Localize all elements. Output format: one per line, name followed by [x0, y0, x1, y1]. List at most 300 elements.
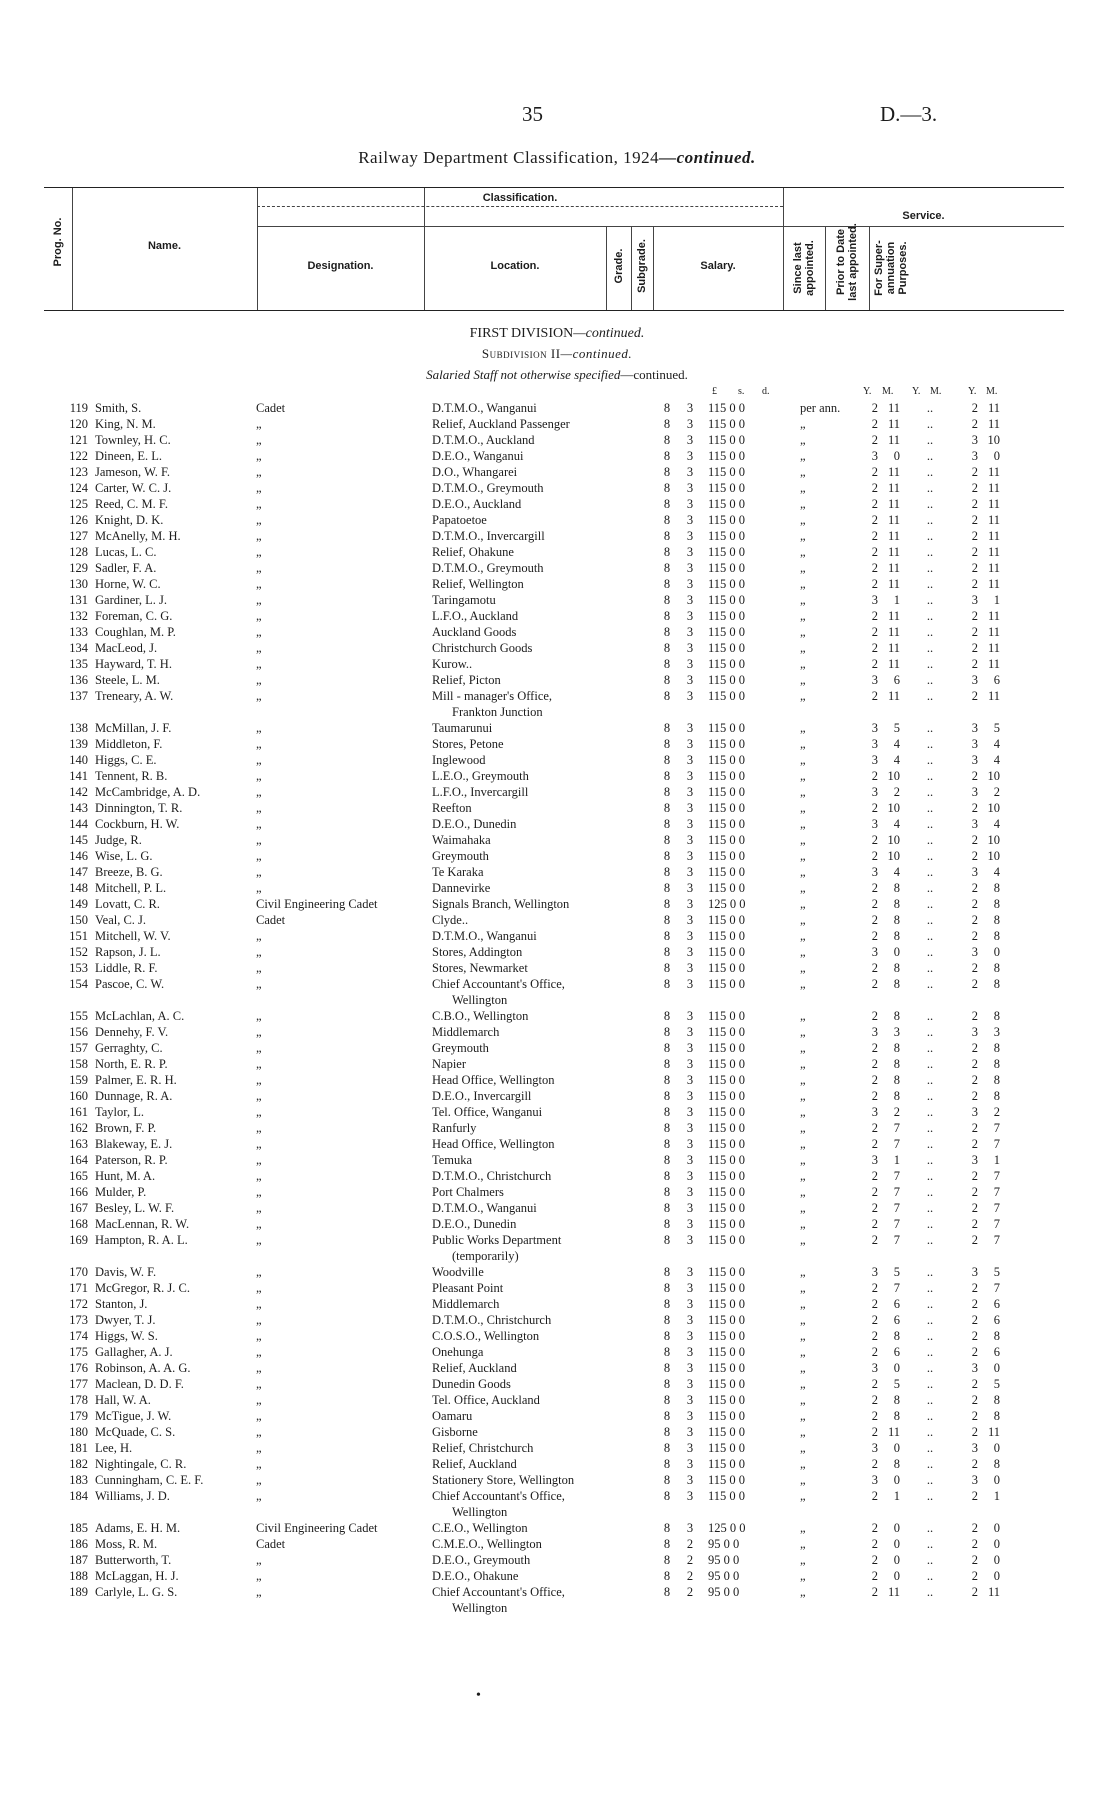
super-months: 11: [987, 545, 1000, 559]
subgrade: 3: [686, 1121, 694, 1135]
staff-name: Cunningham, C. E. F.: [95, 1473, 204, 1487]
prog-no: 140: [69, 753, 88, 767]
staff-name: Hayward, T. H.: [95, 657, 172, 671]
location-continued: Frankton Junction: [452, 705, 543, 719]
prog-no: 147: [69, 865, 88, 879]
prog-no: 181: [69, 1441, 88, 1455]
table-row: [0, 976, 1114, 1008]
location: Napier: [432, 1057, 467, 1071]
prior-service: ..: [926, 1585, 934, 1599]
since-years: 2: [871, 1521, 878, 1535]
super-years: 3: [971, 753, 978, 767]
table-row: [0, 1536, 1114, 1552]
salary: 115 0 0: [708, 913, 746, 927]
prog-no: 154: [69, 977, 88, 991]
super-years: 2: [971, 1457, 978, 1471]
since-years: 2: [871, 465, 878, 479]
table-row: [0, 1408, 1114, 1424]
grade: 8: [663, 577, 671, 591]
since-years: 2: [871, 1537, 878, 1551]
location-continued: (temporarily): [452, 1249, 519, 1263]
salary-period: per ann.: [800, 401, 841, 415]
since-months: 5: [893, 721, 900, 735]
prior-service: ..: [926, 865, 934, 879]
since-years: 2: [871, 929, 878, 943]
salary-period: „: [800, 913, 806, 927]
location: D.E.O., Dunedin: [432, 817, 517, 831]
prog-no: 120: [69, 417, 88, 431]
prog-no: 182: [69, 1457, 88, 1471]
super-years: 2: [971, 913, 978, 927]
salary: 115 0 0: [708, 1153, 746, 1167]
super-months: 7: [993, 1201, 1000, 1215]
grade: 8: [663, 1217, 671, 1231]
grade: 8: [663, 1073, 671, 1087]
super-months: 5: [993, 721, 1000, 735]
since-years: 3: [871, 865, 878, 879]
grade: 8: [663, 1041, 671, 1055]
since-months: 10: [887, 801, 900, 815]
location: D.T.M.O., Auckland: [432, 433, 535, 447]
salary: 115 0 0: [708, 417, 746, 431]
staff-name: Moss, R. M.: [95, 1537, 158, 1551]
subgrade: 3: [686, 1137, 694, 1151]
since-months: 11: [887, 401, 900, 415]
salary-period: „: [800, 1057, 806, 1071]
staff-name: Higgs, W. S.: [95, 1329, 158, 1343]
prior-service: ..: [926, 545, 934, 559]
subgrade: 3: [686, 929, 694, 943]
grade: 8: [663, 465, 671, 479]
since-years: 2: [871, 913, 878, 927]
prior-service: ..: [926, 1121, 934, 1135]
since-years: 2: [871, 769, 878, 783]
salary-period: „: [800, 1265, 806, 1279]
salary: 115 0 0: [708, 817, 746, 831]
designation: „: [256, 545, 262, 559]
since-months: 11: [887, 577, 900, 591]
table-row: [0, 1376, 1114, 1392]
super-years: 2: [971, 1089, 978, 1103]
staff-name: Besley, L. W. F.: [95, 1201, 175, 1215]
prior-service: ..: [926, 561, 934, 575]
header-prior-to: Prior to Date last appointed.: [835, 223, 859, 301]
super-months: 11: [987, 577, 1000, 591]
unit-months-2: M.: [930, 386, 942, 397]
prior-service: ..: [926, 1553, 934, 1567]
salary-period: „: [800, 865, 806, 879]
salary-period: „: [800, 1457, 806, 1471]
salary-period: „: [800, 929, 806, 943]
super-months: 6: [993, 673, 1000, 687]
designation: „: [256, 817, 262, 831]
salary-period: „: [800, 753, 806, 767]
since-years: 3: [871, 945, 878, 959]
location: L.E.O., Greymouth: [432, 769, 529, 783]
subgrade: 3: [686, 1041, 694, 1055]
super-years: 2: [971, 849, 978, 863]
super-years: 2: [971, 545, 978, 559]
location: Chief Accountant's Office,: [432, 977, 565, 991]
subgrade: 2: [686, 1569, 694, 1583]
staff-name: Judge, R.: [95, 833, 142, 847]
since-months: 8: [893, 1041, 900, 1055]
subgrade: 3: [686, 833, 694, 847]
location: Stores, Petone: [432, 737, 504, 751]
since-years: 3: [871, 1265, 878, 1279]
since-months: 0: [893, 1473, 900, 1487]
since-years: 2: [871, 513, 878, 527]
since-years: 2: [871, 1057, 878, 1071]
grade: 8: [663, 1009, 671, 1023]
salary: 115 0 0: [708, 1025, 746, 1039]
super-months: 6: [993, 1313, 1000, 1327]
prior-service: ..: [926, 785, 934, 799]
prior-service: ..: [926, 465, 934, 479]
staff-name: Hall, W. A.: [95, 1393, 151, 1407]
salary: 115 0 0: [708, 1265, 746, 1279]
prior-service: ..: [926, 1521, 934, 1535]
since-years: 2: [871, 1457, 878, 1471]
since-months: 8: [893, 1089, 900, 1103]
grade: 8: [663, 1233, 671, 1247]
prog-no: 168: [69, 1217, 88, 1231]
salary-period: „: [800, 945, 806, 959]
subgrade: 3: [686, 1233, 694, 1247]
super-years: 2: [971, 929, 978, 943]
super-months: 8: [993, 929, 1000, 943]
prior-service: ..: [926, 401, 934, 415]
prog-no: 143: [69, 801, 88, 815]
designation: „: [256, 433, 262, 447]
location: Temuka: [432, 1153, 473, 1167]
prior-service: ..: [926, 1153, 934, 1167]
salary-period: „: [800, 817, 806, 831]
location: Onehunga: [432, 1345, 484, 1359]
table-row: [0, 1072, 1114, 1088]
staff-name: Adams, E. H. M.: [95, 1521, 181, 1535]
since-years: 2: [871, 977, 878, 991]
table-row: [0, 1456, 1114, 1472]
salary-period: „: [800, 1217, 806, 1231]
grade: 8: [663, 833, 671, 847]
header-name: Name.: [147, 240, 182, 252]
grade: 8: [663, 417, 671, 431]
prog-no: 138: [69, 721, 88, 735]
designation: „: [256, 657, 262, 671]
prog-no: 125: [69, 497, 88, 511]
prog-no: 180: [69, 1425, 88, 1439]
salary: 115 0 0: [708, 881, 746, 895]
super-months: 3: [993, 1025, 1000, 1039]
since-years: 2: [871, 641, 878, 655]
since-years: 2: [871, 497, 878, 511]
super-months: 8: [993, 897, 1000, 911]
subgrade: 3: [686, 1153, 694, 1167]
super-years: 2: [971, 801, 978, 815]
staff-name: Brown, F. P.: [95, 1121, 157, 1135]
prior-service: ..: [926, 721, 934, 735]
salary: 95 0 0: [708, 1553, 740, 1567]
since-months: 10: [887, 769, 900, 783]
table-row: [0, 816, 1114, 832]
since-years: 2: [871, 1409, 878, 1423]
location: D.E.O., Auckland: [432, 497, 522, 511]
salary: 115 0 0: [708, 1201, 746, 1215]
designation: „: [256, 1473, 262, 1487]
table-row: [0, 944, 1114, 960]
prior-service: ..: [926, 1457, 934, 1471]
location: Auckland Goods: [432, 625, 517, 639]
designation: „: [256, 1201, 262, 1215]
location: D.T.M.O., Wanganui: [432, 401, 537, 415]
location: Relief, Auckland: [432, 1457, 517, 1471]
since-years: 2: [871, 1009, 878, 1023]
super-months: 7: [993, 1169, 1000, 1183]
salary-period: „: [800, 1537, 806, 1551]
prog-no: 155: [69, 1009, 88, 1023]
super-years: 2: [971, 1409, 978, 1423]
designation: Civil Engineering Cadet: [256, 1521, 378, 1535]
since-years: 3: [871, 1105, 878, 1119]
super-years: 2: [971, 1425, 978, 1439]
table-row: [0, 784, 1114, 800]
prog-no: 136: [69, 673, 88, 687]
table-row: [0, 800, 1114, 816]
location: Greymouth: [432, 1041, 489, 1055]
super-months: 11: [987, 641, 1000, 655]
table-row: [0, 1424, 1114, 1440]
grade: 8: [663, 673, 671, 687]
super-months: 6: [993, 1297, 1000, 1311]
prior-service: ..: [926, 1537, 934, 1551]
since-months: 8: [893, 1329, 900, 1343]
location: D.T.M.O., Greymouth: [432, 561, 544, 575]
super-years: 2: [971, 897, 978, 911]
super-years: 2: [971, 881, 978, 895]
prior-service: ..: [926, 1281, 934, 1295]
prior-service: ..: [926, 801, 934, 815]
prog-no: 171: [69, 1281, 88, 1295]
salary-period: „: [800, 433, 806, 447]
super-months: 1: [993, 1153, 1000, 1167]
subgrade: 3: [686, 1265, 694, 1279]
subgrade: 3: [686, 881, 694, 895]
prog-no: 177: [69, 1377, 88, 1391]
super-months: 8: [993, 1329, 1000, 1343]
location: Papatoetoe: [432, 513, 487, 527]
prior-service: ..: [926, 497, 934, 511]
since-years: 2: [871, 1425, 878, 1439]
prior-service: ..: [926, 1409, 934, 1423]
location-continued: Wellington: [452, 1505, 508, 1519]
since-years: 2: [871, 1121, 878, 1135]
table-row: [0, 464, 1114, 480]
salary-period: „: [800, 1569, 806, 1583]
designation: „: [256, 785, 262, 799]
prog-no: 126: [69, 513, 88, 527]
prog-no: 161: [69, 1105, 88, 1119]
salary: 115 0 0: [708, 625, 746, 639]
prog-no: 158: [69, 1057, 88, 1071]
designation: „: [256, 1041, 262, 1055]
super-years: 3: [971, 593, 978, 607]
since-years: 3: [871, 785, 878, 799]
since-years: 3: [871, 1025, 878, 1039]
salary-period: „: [800, 1345, 806, 1359]
staff-name: McGregor, R. J. C.: [95, 1281, 190, 1295]
location: Inglewood: [432, 753, 486, 767]
staff-name: Breeze, B. G.: [95, 865, 163, 879]
prog-no: 139: [69, 737, 88, 751]
prog-no: 188: [69, 1569, 88, 1583]
salary-period: „: [800, 1521, 806, 1535]
super-years: 2: [971, 1489, 978, 1503]
since-years: 2: [871, 881, 878, 895]
grade: 8: [663, 913, 671, 927]
designation: „: [256, 977, 262, 991]
location: Relief, Auckland Passenger: [432, 417, 570, 431]
location: Middlemarch: [432, 1297, 500, 1311]
location: Woodville: [432, 1265, 484, 1279]
grade: 8: [663, 1441, 671, 1455]
since-years: 2: [871, 1329, 878, 1343]
since-years: 3: [871, 1361, 878, 1375]
staff-name: Veal, C. J.: [95, 913, 147, 927]
salary-period: „: [800, 769, 806, 783]
designation: „: [256, 1185, 262, 1199]
since-years: 2: [871, 1345, 878, 1359]
division-heading: FIRST DIVISION—continued.: [469, 326, 645, 341]
staff-name: Dennehy, F. V.: [95, 1025, 169, 1039]
designation: „: [256, 961, 262, 975]
unit-years-2: Y.: [912, 386, 921, 397]
subgrade: 3: [686, 897, 694, 911]
super-years: 3: [971, 673, 978, 687]
prog-no: 146: [69, 849, 88, 863]
designation: „: [256, 721, 262, 735]
salary: 115 0 0: [708, 1057, 746, 1071]
since-months: 11: [887, 609, 900, 623]
staff-name: Dunnage, R. A.: [95, 1089, 173, 1103]
salary: 115 0 0: [708, 1441, 746, 1455]
salary: 115 0 0: [708, 529, 746, 543]
designation: „: [256, 1313, 262, 1327]
super-years: 2: [971, 417, 978, 431]
prior-service: ..: [926, 817, 934, 831]
location: Pleasant Point: [432, 1281, 504, 1295]
grade: 8: [663, 1537, 671, 1551]
since-months: 8: [893, 1057, 900, 1071]
super-years: 2: [971, 1169, 978, 1183]
staff-name: Paterson, R. P.: [95, 1153, 168, 1167]
since-months: 8: [893, 913, 900, 927]
designation: „: [256, 1409, 262, 1423]
since-years: 3: [871, 753, 878, 767]
table-row: [0, 1152, 1114, 1168]
designation: Cadet: [256, 913, 286, 927]
salary: 115 0 0: [708, 689, 746, 703]
header-location: Location.: [490, 260, 540, 272]
super-months: 4: [993, 817, 1000, 831]
designation: Civil Engineering Cadet: [256, 897, 378, 911]
salary: 115 0 0: [708, 1009, 746, 1023]
grade: 8: [663, 1185, 671, 1199]
designation: „: [256, 801, 262, 815]
location: Stores, Newmarket: [432, 961, 528, 975]
salary: 115 0 0: [708, 401, 746, 415]
staff-name: Butterworth, T.: [95, 1553, 172, 1567]
salary: 115 0 0: [708, 1377, 746, 1391]
prog-no: 170: [69, 1265, 88, 1279]
grade: 8: [663, 1409, 671, 1423]
subgrade: 3: [686, 625, 694, 639]
designation: „: [256, 1281, 262, 1295]
super-months: 6: [993, 1345, 1000, 1359]
designation: „: [256, 1233, 262, 1247]
staff-name: Cockburn, H. W.: [95, 817, 180, 831]
grade: 8: [663, 641, 671, 655]
super-years: 2: [971, 481, 978, 495]
staff-name: Hunt, M. A.: [95, 1169, 156, 1183]
super-months: 11: [987, 1425, 1000, 1439]
grade: 8: [663, 513, 671, 527]
salary: 115 0 0: [708, 481, 746, 495]
subgrade: 3: [686, 1393, 694, 1407]
salary: 115 0 0: [708, 513, 746, 527]
designation: „: [256, 1121, 262, 1135]
since-years: 2: [871, 1041, 878, 1055]
salary-period: „: [800, 1041, 806, 1055]
designation: „: [256, 593, 262, 607]
super-years: 2: [971, 1345, 978, 1359]
subgrade: 3: [686, 1409, 694, 1423]
salary: 115 0 0: [708, 785, 746, 799]
since-months: 7: [893, 1233, 900, 1247]
since-months: 0: [893, 1553, 900, 1567]
super-years: 2: [971, 1137, 978, 1151]
prog-no: 184: [69, 1489, 88, 1503]
super-months: 0: [993, 1441, 1000, 1455]
location: Tel. Office, Wanganui: [432, 1105, 543, 1119]
prog-no: 157: [69, 1041, 88, 1055]
unit-years-1: Y.: [863, 386, 872, 397]
salary: 115 0 0: [708, 1169, 746, 1183]
since-months: 11: [887, 417, 900, 431]
designation: „: [256, 929, 262, 943]
salary-period: „: [800, 1089, 806, 1103]
grade: 8: [663, 1473, 671, 1487]
prog-no: 121: [69, 433, 88, 447]
location: Clyde..: [432, 913, 469, 927]
staff-name: McMillan, J. F.: [95, 721, 172, 735]
grade: 8: [663, 1089, 671, 1103]
staff-name: Horne, W. C.: [95, 577, 161, 591]
salary: 115 0 0: [708, 833, 746, 847]
salary: 115 0 0: [708, 1281, 746, 1295]
super-months: 8: [993, 1057, 1000, 1071]
super-months: 11: [987, 561, 1000, 575]
grade: 8: [663, 1569, 671, 1583]
table-row: [0, 1472, 1114, 1488]
grade: 8: [663, 657, 671, 671]
designation: „: [256, 1329, 262, 1343]
since-months: 6: [893, 1313, 900, 1327]
subgrade: 3: [686, 1105, 694, 1119]
subgrade: 3: [686, 721, 694, 735]
super-months: 8: [993, 1089, 1000, 1103]
prog-no: 178: [69, 1393, 88, 1407]
